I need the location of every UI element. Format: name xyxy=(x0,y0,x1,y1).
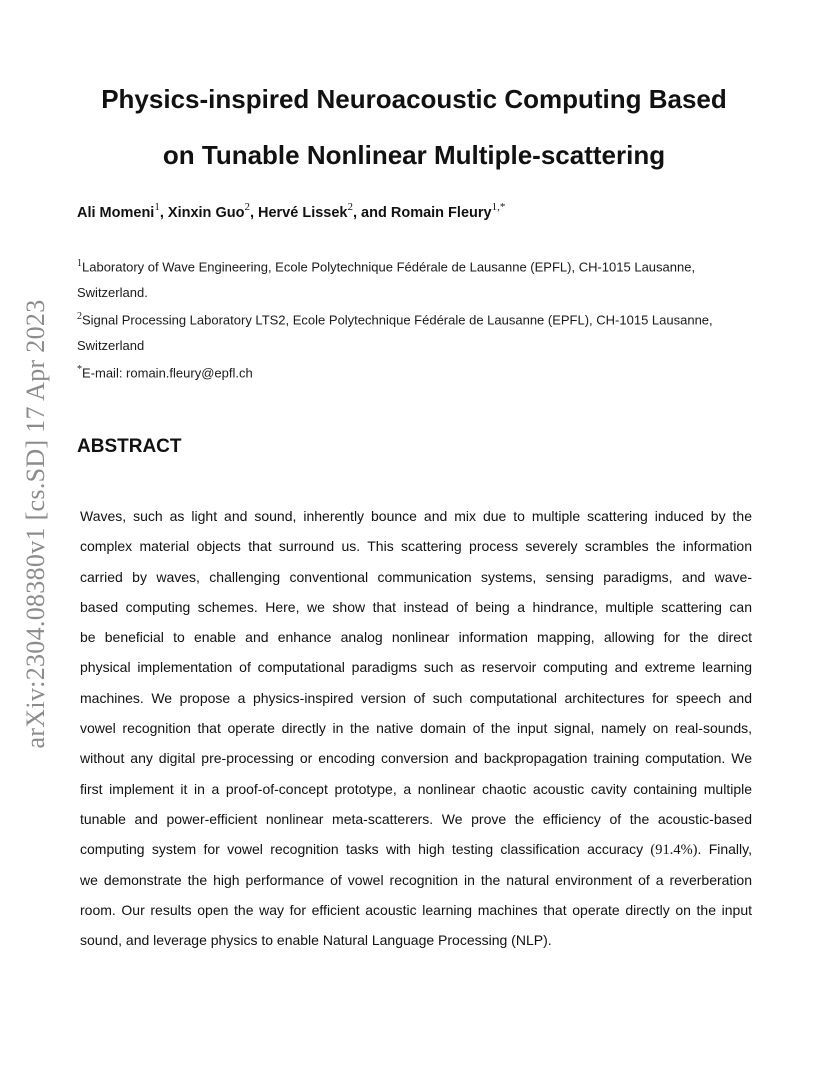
abstract-line: first implement it in a proof-of-concept prototype, a nonlinear chaotic acoustic cavity containing multiple xyxy=(80,780,752,797)
author-name: Romain Fleury xyxy=(390,204,492,221)
abstract-line: room. Our results open the way for efficient acoustic learning machines that operate directly on the input xyxy=(80,901,752,918)
affiliation-text: Signal Processing Laboratory LTS2, Ecole Polytechnique Fédérale de Lausanne (EPFL), CH-1015 Lausanne, xyxy=(82,312,713,328)
paper-title-line-1: Physics-inspired Neuroacoustic Computing Based xyxy=(101,84,727,114)
author-separator: , and xyxy=(352,204,391,221)
arxiv-identifier: arXiv:2304.08380v1 [cs.SD] 17 Apr 2023 xyxy=(21,299,50,749)
abstract-line: physical implementation of computational paradigms such as reservoir computing and extreme learning xyxy=(80,659,752,676)
abstract-line-with-accuracy xyxy=(80,839,752,869)
author-list xyxy=(77,202,505,221)
author-affil-mark: 2 xyxy=(244,201,250,213)
abstract-heading: ABSTRACT xyxy=(77,436,182,457)
abstract-line: machines. We propose a physics-inspired version of such computational architectures for speech and xyxy=(80,689,752,706)
abstract-line: based computing schemes. Here, we show that instead of being a hindrance, multiple scattering can xyxy=(80,598,752,615)
author-affil-mark: 2 xyxy=(347,201,353,213)
author-name: Xinxin Guo xyxy=(167,204,245,221)
abstract-line: vowel recognition that operate directly in the native domain of the input signal, namely on real-sounds, xyxy=(80,720,752,737)
accuracy-value: (91.4%) xyxy=(650,842,698,859)
corresponding-email xyxy=(77,364,253,380)
affiliation-1 xyxy=(77,258,695,274)
affiliation-2-continued: Switzerland xyxy=(77,338,145,353)
abstract-line-text: computing system for vowel recognition tasks with high testing classification accuracy xyxy=(80,841,644,858)
abstract-line: sound, and leverage physics to enable Natural Language Processing (NLP). xyxy=(80,932,552,949)
affiliation-mark: 2 xyxy=(77,311,82,322)
paper-title-line-2: on Tunable Nonlinear Multiple-scattering xyxy=(162,140,666,170)
affiliation-text: Laboratory of Wave Engineering, Ecole Polytechnique Fédérale de Lausanne (EPFL), CH-1015 Lausanne, xyxy=(82,259,696,275)
abstract-line: tunable and power-efficient nonlinear meta-scatterers. We prove the efficiency of the acoustic-based xyxy=(80,810,752,827)
abstract-line: Waves, such as light and sound, inherently bounce and mix due to multiple scattering induced by the xyxy=(80,508,752,524)
abstract-line: without any digital pre-processing or encoding conversion and backpropagation training computation. We xyxy=(80,750,752,767)
author-affil-mark: 1 xyxy=(154,201,160,213)
author-separator: , xyxy=(249,204,258,221)
abstract-line-suffix: . Finally, xyxy=(697,841,752,858)
affiliation-2 xyxy=(77,311,713,327)
abstract-line: carried by waves, challenging conventional communication systems, sensing paradigms, and wave- xyxy=(80,568,752,585)
abstract-line: we demonstrate the high performance of vowel recognition in the natural environment of a reverberation xyxy=(80,871,752,888)
author-affil-mark: 1,* xyxy=(491,201,506,213)
affiliation-1-continued: Switzerland. xyxy=(77,285,148,300)
abstract-line: be beneficial to enable and enhance analog nonlinear information mapping, allowing for the direct xyxy=(80,629,752,646)
affiliation-mark: 1 xyxy=(77,258,82,269)
author-separator: , xyxy=(159,204,168,221)
email-mark: * xyxy=(77,364,82,375)
author-name: Hervé Lissek xyxy=(258,204,348,221)
author-name: Ali Momeni xyxy=(77,204,155,221)
email-text: E-mail: romain.fleury@epfl.ch xyxy=(82,365,253,381)
abstract-body xyxy=(80,506,752,960)
abstract-line: complex material objects that surround us. This scattering process severely scrambles the information xyxy=(80,538,752,555)
